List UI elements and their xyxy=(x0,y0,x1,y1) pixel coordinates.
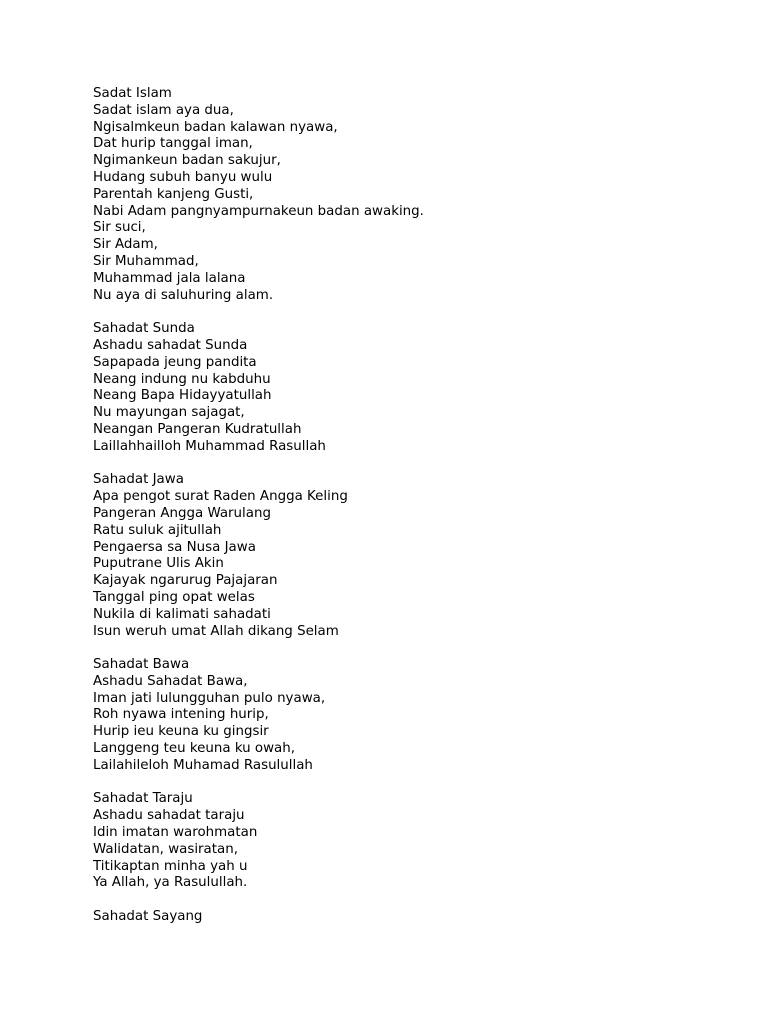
verse-line: Ngimankeun badan sakujur, xyxy=(93,153,281,169)
section-sahadat-jawa xyxy=(93,472,713,640)
verse-line: Roh nyawa intening hurip, xyxy=(93,707,269,723)
section-title: Sahadat Sunda xyxy=(93,321,195,337)
verse-line: Idin imatan warohmatan xyxy=(93,825,258,841)
verse-line: Laillahhailloh Muhammad Rasullah xyxy=(93,438,326,454)
verse-line: Sir Muhammad, xyxy=(93,253,199,269)
verse-line: Lailahileloh Muhamad Rasulullah xyxy=(93,757,313,773)
verse-line: Nu mayungan sajagat, xyxy=(93,405,245,421)
section-title: Sahadat Jawa xyxy=(93,472,184,488)
section-title: Sahadat Bawa xyxy=(93,657,190,673)
verse-line: Pangeran Angga Warulang xyxy=(93,505,271,521)
verse-line: Puputrane Ulis Akin xyxy=(93,556,224,572)
verse-line: Apa pengot surat Raden Angga Keling xyxy=(93,489,348,505)
verse-line: Langgeng teu keuna ku owah, xyxy=(93,741,295,757)
verse-line: Neangan Pangeran Kudratullah xyxy=(93,421,302,437)
verse-line: Walidatan, wasiratan, xyxy=(93,841,238,857)
verse-line: Ngisalmkeun badan kalawan nyawa, xyxy=(93,119,338,135)
verse-line: Sadat islam aya dua, xyxy=(93,102,234,118)
verse-line: Titikaptan minha yah u xyxy=(93,858,248,874)
section-title: Sadat Islam xyxy=(93,86,172,101)
verse-line: Sapapada jeung pandita xyxy=(93,354,257,370)
section-sahadat-sunda xyxy=(93,321,713,455)
verse-line: Hurip ieu keuna ku gingsir xyxy=(93,724,269,740)
document-body xyxy=(93,86,713,943)
verse-line: Pengaersa sa Nusa Jawa xyxy=(93,539,256,555)
section-sahadat-sayang xyxy=(93,909,713,926)
verse-line: Muhammad jala lalana xyxy=(93,270,246,286)
verse-line: Sir Adam, xyxy=(93,237,158,253)
verse-line: Nu aya di saluhuring alam. xyxy=(93,287,274,303)
verse-line: Ya Allah, ya Rasulullah. xyxy=(93,875,248,891)
verse-line: Isun weruh umat Allah dikang Selam xyxy=(93,623,339,639)
verse-line: Neang Bapa Hidayyatullah xyxy=(93,388,272,404)
verse-line: Parentah kanjeng Gusti, xyxy=(93,186,254,202)
verse-line: Ashadu sahadat Sunda xyxy=(93,337,248,353)
section-title: Sahadat Taraju xyxy=(93,791,193,807)
section-title: Sahadat Sayang xyxy=(93,909,203,925)
section-sahadat-bawa xyxy=(93,657,713,775)
section-sahadat-taraju xyxy=(93,791,713,892)
verse-line: Ashadu sahadat taraju xyxy=(93,808,245,824)
verse-line: Tanggal ping opat welas xyxy=(93,589,255,605)
verse-line: Hudang subuh banyu wulu xyxy=(93,169,273,185)
verse-line: Sir suci, xyxy=(93,220,146,236)
verse-line: Dat hurip tanggal iman, xyxy=(93,136,253,152)
verse-line: Iman jati lulungguhan pulo nyawa, xyxy=(93,690,326,706)
verse-line: Nukila di kalimati sahadati xyxy=(93,606,271,622)
verse-line: Neang indung nu kabduhu xyxy=(93,371,271,387)
verse-line: Nabi Adam pangnyampurnakeun badan awaking. xyxy=(93,203,424,219)
section-sadat-islam xyxy=(93,86,713,304)
verse-line: Kajayak ngarurug Pajajaran xyxy=(93,573,278,589)
verse-line: Ratu suluk ajitullah xyxy=(93,522,222,538)
verse-line: Ashadu Sahadat Bawa, xyxy=(93,673,248,689)
